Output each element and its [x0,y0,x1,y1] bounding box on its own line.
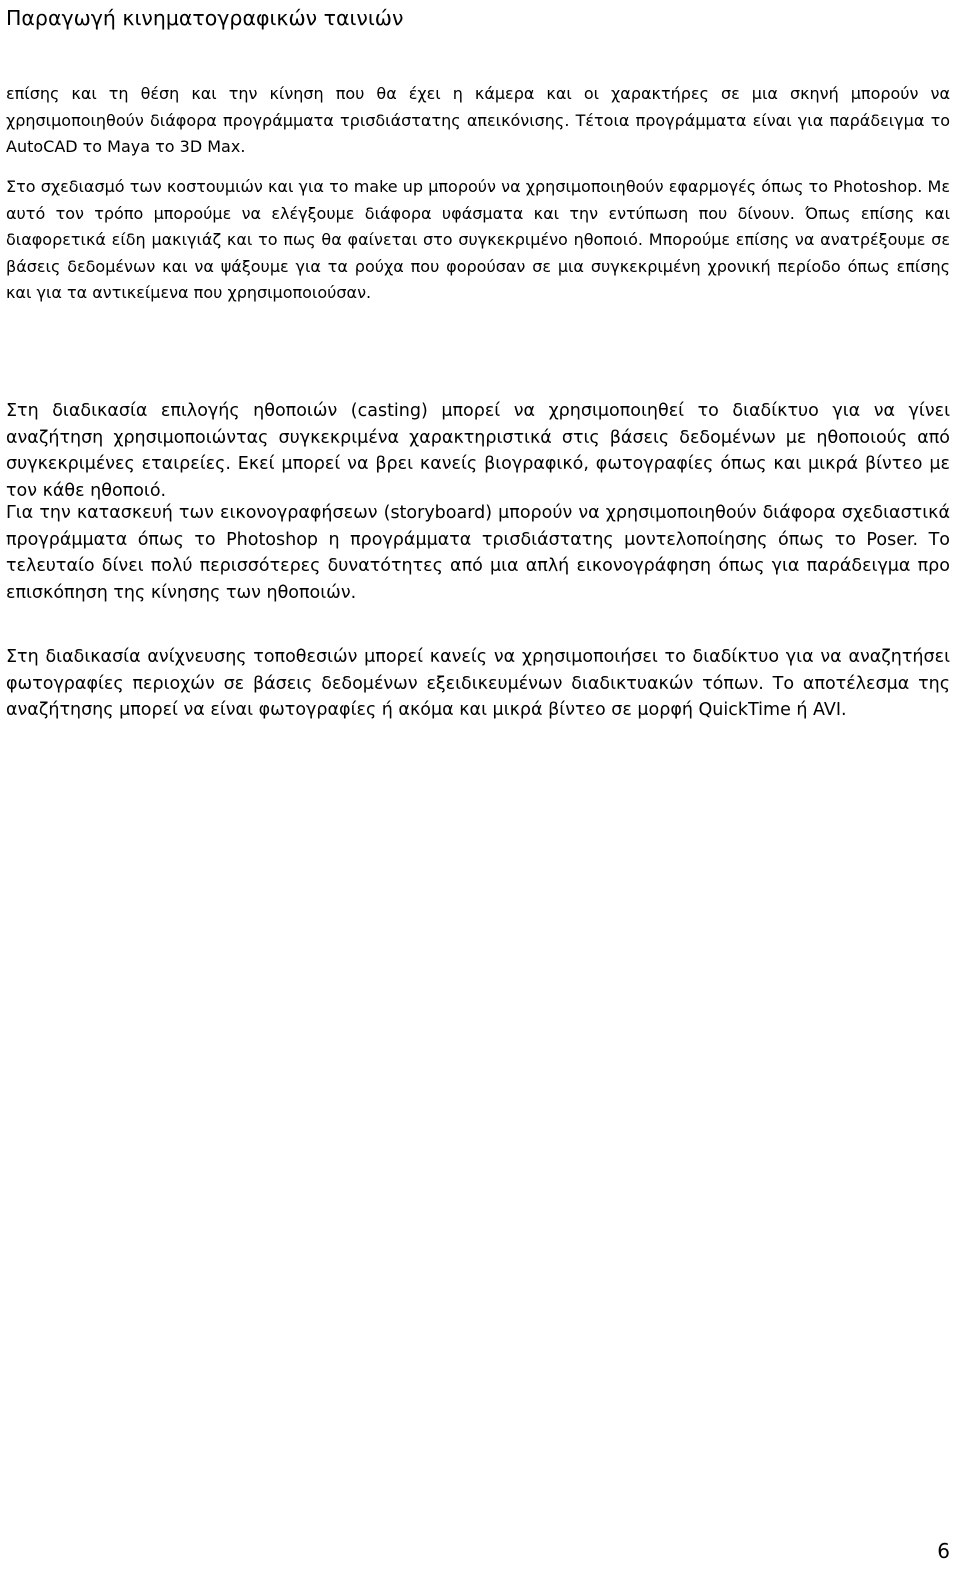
body-paragraph-locations: Στη διαδικασία ανίχνευσης τοποθεσιών μπορεί κανείς να χρησιμοποιήσει το διαδίκτυο για να αναζητήσει φωτογραφίες περιοχών σε βάσεις δεδομένων εξειδικευμένων διαδικτυακών τόπων. Το αποτέλεσμα της αναζήτησης μπορεί να είναι φωτογραφίες ή ακόμα και μικρά βίντεο σε μορφή QuickTime ή AVI. [6,647,950,720]
body-paragraph-casting: Στη διαδικασία επιλογής ηθοποιών (casting) μπορεί να χρησιμοποιηθεί το διαδίκτυο για να γίνει αναζήτηση χρησιμοποιώντας συγκεκριμένα χαρακτηριστικά στις βάσεις δεδομένων με ηθοποιούς από συγκεκριμένες εταιρείες. Εκεί μπορεί να βρει κανείς βιογραφικό, φωτογραφίες όπως και μικρά βίντεο με τον κάθε ηθοποιό. [6,401,950,501]
body-paragraph-3d-programs: επίσης και τη θέση και την κίνηση που θα έχει η κάμερα και οι χαρακτήρες σε μια σκηνή μπορούν να χρησιμοποιηθούν διάφορα προγράμματα τρισδιάστατης απεικόνισης. Τέτοια προγράμματα είναι για παράδειγμα το AutoCAD το Maya το 3D Max. [6,84,950,156]
body-paragraph-costumes: Στο σχεδιασμό των κοστουμιών και για το make up μπορούν να χρησιμοποιηθούν εφαρμογές όπως το Photoshop. Με αυτό τον τρόπο μπορούμε να ελέγξουμε διάφορα υφάσματα και την εντύπωση που δίνουν. Όπως επίσης και διαφορετικά είδη μακιγιάζ και το πως θα φαίνεται στο συγκεκριμένο ηθοποιό. Μπορούμε επίσης να ανατρέξουμε σε βάσεις δεδομένων και να ψάξουμε για τα ρούχα που φορούσαν σε μια συγκεκριμένη χρονική περίοδο όπως επίσης και για τα αντικείμενα που χρησιμοποιούσαν. [6,177,950,302]
body-paragraph-storyboard: Για την κατασκευή των εικονογραφήσεων (storyboard) μπορούν να χρησιμοποιηθούν διάφορα σχεδιαστικά προγράμματα όπως το Photoshop η προγράμματα τρισδιάστατης μοντελοποίησης όπως το Poser. Το τελευταίο δίνει πολύ περισσότερες δυνατότητες από μια απλή εικονογράφηση όπως για παράδειγμα προ επισκόπηση της κίνησης των ηθοποιών. [6,503,950,603]
page-title: Παραγωγή κινηματογραφικών ταινιών [6,6,404,30]
page-number: 6 [937,1539,950,1563]
